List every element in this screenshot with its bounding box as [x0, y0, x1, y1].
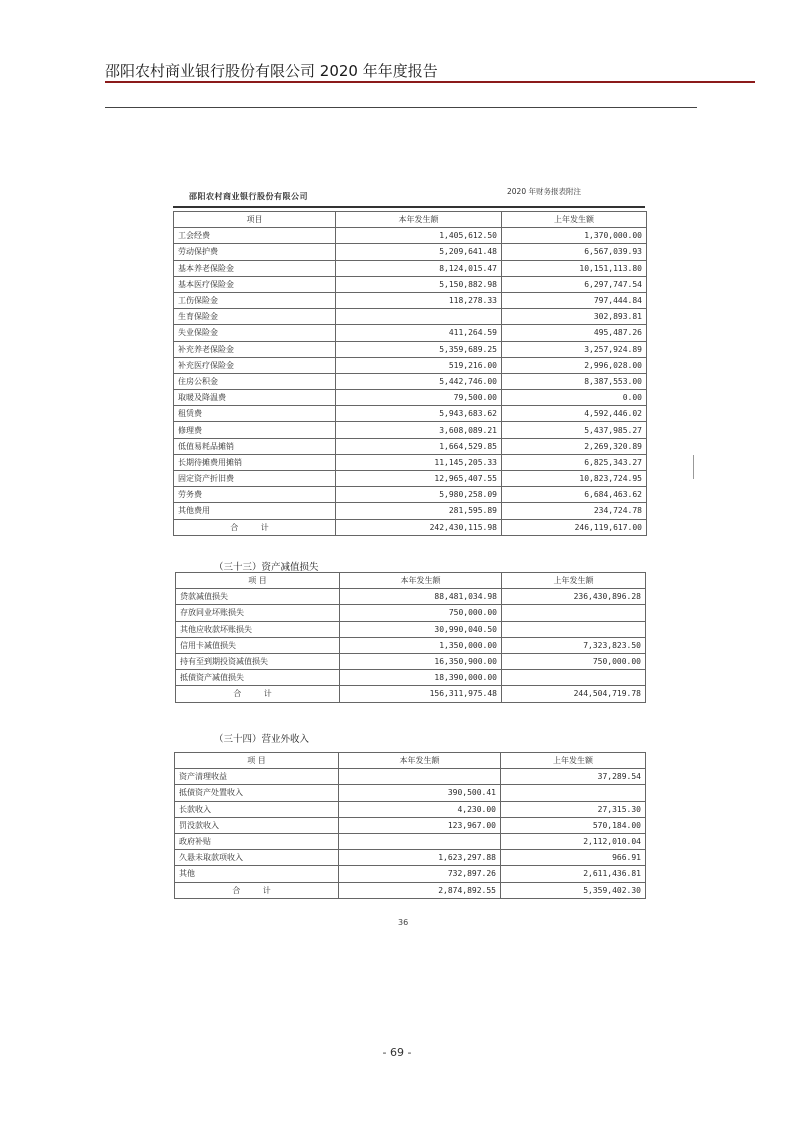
- scan-company-name: 邵阳农村商业银行股份有限公司: [189, 192, 308, 201]
- row-amount: 1,664,529.85: [336, 438, 502, 454]
- row-amount: 5,359,689.25: [336, 341, 502, 357]
- row-amount: 27,315.30: [501, 801, 646, 817]
- report-header-title: 邵阳农村商业银行股份有限公司 2020 年年度报告: [105, 62, 438, 80]
- row-item-label: 劳务费: [174, 487, 336, 503]
- row-item-label: 修理费: [174, 422, 336, 438]
- scan-report-name: 2020 年财务报表附注: [507, 187, 581, 196]
- row-item-label: 长款收入: [175, 801, 339, 817]
- row-amount: 750,000.00: [502, 653, 646, 669]
- row-amount: 1,350,000.00: [340, 637, 502, 653]
- row-item-label: 政府补贴: [175, 833, 339, 849]
- row-amount: [339, 833, 501, 849]
- row-amount: 88,481,034.98: [340, 589, 502, 605]
- total-label: 合 计: [174, 519, 336, 535]
- table-total-row: [174, 519, 647, 535]
- table-row: [174, 471, 647, 487]
- row-amount: 16,350,900.00: [340, 653, 502, 669]
- table-row: [176, 670, 646, 686]
- row-item-label: 低值易耗品摊销: [174, 438, 336, 454]
- column-header: 上年发生额: [501, 753, 646, 769]
- non-operating-income-table: [174, 752, 646, 899]
- row-amount: 390,500.41: [339, 785, 501, 801]
- row-amount: 966.91: [501, 850, 646, 866]
- table-row: [176, 621, 646, 637]
- row-item-label: 基本医疗保险金: [174, 276, 336, 292]
- row-amount: 570,184.00: [501, 817, 646, 833]
- table-header-row: [174, 212, 647, 228]
- total-amount: 156,311,975.48: [340, 686, 502, 702]
- table-row: [174, 341, 647, 357]
- header-red-rule: [105, 81, 755, 83]
- row-item-label: 固定资产折旧费: [174, 471, 336, 487]
- row-amount: 2,611,436.81: [501, 866, 646, 882]
- table-row: [175, 801, 646, 817]
- table-row: [174, 422, 647, 438]
- row-amount: 5,980,258.09: [336, 487, 502, 503]
- row-amount: 1,623,297.88: [339, 850, 501, 866]
- row-amount: 5,209,641.48: [336, 244, 502, 260]
- table-row: [174, 390, 647, 406]
- row-item-label: 工会经费: [174, 228, 336, 244]
- row-amount: 37,289.54: [501, 769, 646, 785]
- row-item-label: 存放同业坏账损失: [176, 605, 340, 621]
- row-item-label: 住房公积金: [174, 373, 336, 389]
- row-amount: 519,216.00: [336, 357, 502, 373]
- row-amount: 4,592,446.02: [502, 406, 647, 422]
- table-row: [174, 260, 647, 276]
- row-amount: 2,269,320.89: [502, 438, 647, 454]
- row-amount: 6,567,039.93: [502, 244, 647, 260]
- column-header: 上年发生额: [502, 212, 647, 228]
- row-item-label: 抵债资产处置收入: [175, 785, 339, 801]
- table-row: [174, 276, 647, 292]
- row-amount: 281,595.89: [336, 503, 502, 519]
- row-item-label: 劳动保护费: [174, 244, 336, 260]
- row-amount: 8,387,553.00: [502, 373, 647, 389]
- row-amount: [501, 785, 646, 801]
- column-header: 项 目: [175, 753, 339, 769]
- row-amount: [336, 309, 502, 325]
- row-item-label: 罚没款收入: [175, 817, 339, 833]
- row-amount: 18,390,000.00: [340, 670, 502, 686]
- row-amount: 10,151,113.80: [502, 260, 647, 276]
- row-amount: 302,893.81: [502, 309, 647, 325]
- table-total-row: [176, 686, 646, 702]
- table-row: [176, 653, 646, 669]
- row-amount: [502, 621, 646, 637]
- table-row: [175, 769, 646, 785]
- row-amount: 123,967.00: [339, 817, 501, 833]
- table-row: [174, 244, 647, 260]
- table-row: [175, 866, 646, 882]
- table-row: [176, 605, 646, 621]
- row-amount: 3,257,924.89: [502, 341, 647, 357]
- row-item-label: 其他: [175, 866, 339, 882]
- row-item-label: 补充养老保险金: [174, 341, 336, 357]
- total-amount: 244,504,719.78: [502, 686, 646, 702]
- column-header: 项目: [174, 212, 336, 228]
- table-row: [174, 438, 647, 454]
- row-amount: [339, 769, 501, 785]
- table-row: [175, 785, 646, 801]
- table-row: [175, 850, 646, 866]
- table-row: [175, 817, 646, 833]
- table-row: [176, 589, 646, 605]
- row-item-label: 长期待摊费用摊销: [174, 454, 336, 470]
- row-amount: 4,230.00: [339, 801, 501, 817]
- row-item-label: 生育保险金: [174, 309, 336, 325]
- row-item-label: 信用卡减值损失: [176, 637, 340, 653]
- scan-page-number: 36: [398, 918, 409, 927]
- table-row: [174, 357, 647, 373]
- row-amount: 3,608,089.21: [336, 422, 502, 438]
- row-amount: 236,430,896.28: [502, 589, 646, 605]
- row-amount: 750,000.00: [340, 605, 502, 621]
- total-label: 合 计: [176, 686, 340, 702]
- row-item-label: 其他费用: [174, 503, 336, 519]
- column-header: 上年发生额: [502, 573, 646, 589]
- impairment-section-title: （三十三）资产减值损失: [214, 562, 319, 573]
- table-header-row: [175, 753, 646, 769]
- row-item-label: 贷款减值损失: [176, 589, 340, 605]
- table-row: [176, 637, 646, 653]
- row-amount: 118,278.33: [336, 292, 502, 308]
- row-amount: 0.00: [502, 390, 647, 406]
- scan-header-rule: [173, 206, 645, 208]
- row-amount: 6,684,463.62: [502, 487, 647, 503]
- row-amount: 495,487.26: [502, 325, 647, 341]
- row-amount: 7,323,823.50: [502, 637, 646, 653]
- row-amount: 10,823,724.95: [502, 471, 647, 487]
- row-item-label: 补充医疗保险金: [174, 357, 336, 373]
- total-amount: 2,874,892.55: [339, 882, 501, 898]
- table-row: [174, 406, 647, 422]
- row-amount: 411,264.59: [336, 325, 502, 341]
- table-header-row: [176, 573, 646, 589]
- row-item-label: 工伤保险金: [174, 292, 336, 308]
- table-row: [174, 454, 647, 470]
- row-amount: [502, 670, 646, 686]
- row-amount: 1,370,000.00: [502, 228, 647, 244]
- row-amount: 5,943,683.62: [336, 406, 502, 422]
- total-amount: 246,119,617.00: [502, 519, 647, 535]
- impairment-table: [175, 572, 646, 703]
- row-amount: 1,405,612.50: [336, 228, 502, 244]
- row-item-label: 抵债资产减值损失: [176, 670, 340, 686]
- total-amount: 242,430,115.98: [336, 519, 502, 535]
- row-amount: 234,724.78: [502, 503, 647, 519]
- table-row: [175, 833, 646, 849]
- row-amount: 2,996,028.00: [502, 357, 647, 373]
- row-amount: 12,965,407.55: [336, 471, 502, 487]
- row-item-label: 资产清理收益: [175, 769, 339, 785]
- non-operating-income-section-title: （三十四）营业外收入: [214, 734, 310, 745]
- row-amount: 6,825,343.27: [502, 454, 647, 470]
- table-row: [174, 309, 647, 325]
- row-amount: 30,990,040.50: [340, 621, 502, 637]
- row-amount: 8,124,015.47: [336, 260, 502, 276]
- expense-table: [173, 211, 647, 536]
- table-row: [174, 487, 647, 503]
- row-amount: [502, 605, 646, 621]
- table-row: [174, 228, 647, 244]
- row-item-label: 基本养老保险金: [174, 260, 336, 276]
- scan-edge-mark: [693, 455, 694, 479]
- page-number: - 69 -: [382, 1046, 412, 1059]
- total-label: 合 计: [175, 882, 339, 898]
- row-item-label: 久悬未取款项收入: [175, 850, 339, 866]
- row-amount: 5,150,882.98: [336, 276, 502, 292]
- row-item-label: 租赁费: [174, 406, 336, 422]
- column-header: 本年发生额: [336, 212, 502, 228]
- row-item-label: 其他应收款坏账损失: [176, 621, 340, 637]
- table-row: [174, 503, 647, 519]
- header-thin-rule: [105, 107, 697, 108]
- row-amount: 79,500.00: [336, 390, 502, 406]
- row-amount: 11,145,205.33: [336, 454, 502, 470]
- column-header: 项 目: [176, 573, 340, 589]
- column-header: 本年发生额: [340, 573, 502, 589]
- row-amount: 732,897.26: [339, 866, 501, 882]
- table-row: [174, 292, 647, 308]
- table-row: [174, 325, 647, 341]
- table-total-row: [175, 882, 646, 898]
- row-amount: 797,444.84: [502, 292, 647, 308]
- row-amount: 5,442,746.00: [336, 373, 502, 389]
- row-item-label: 取暖及降温费: [174, 390, 336, 406]
- table-row: [174, 373, 647, 389]
- row-item-label: 持有至到期投资减值损失: [176, 653, 340, 669]
- row-amount: 5,437,985.27: [502, 422, 647, 438]
- row-amount: 2,112,010.04: [501, 833, 646, 849]
- row-amount: 6,297,747.54: [502, 276, 647, 292]
- column-header: 本年发生额: [339, 753, 501, 769]
- total-amount: 5,359,402.30: [501, 882, 646, 898]
- row-item-label: 失业保险金: [174, 325, 336, 341]
